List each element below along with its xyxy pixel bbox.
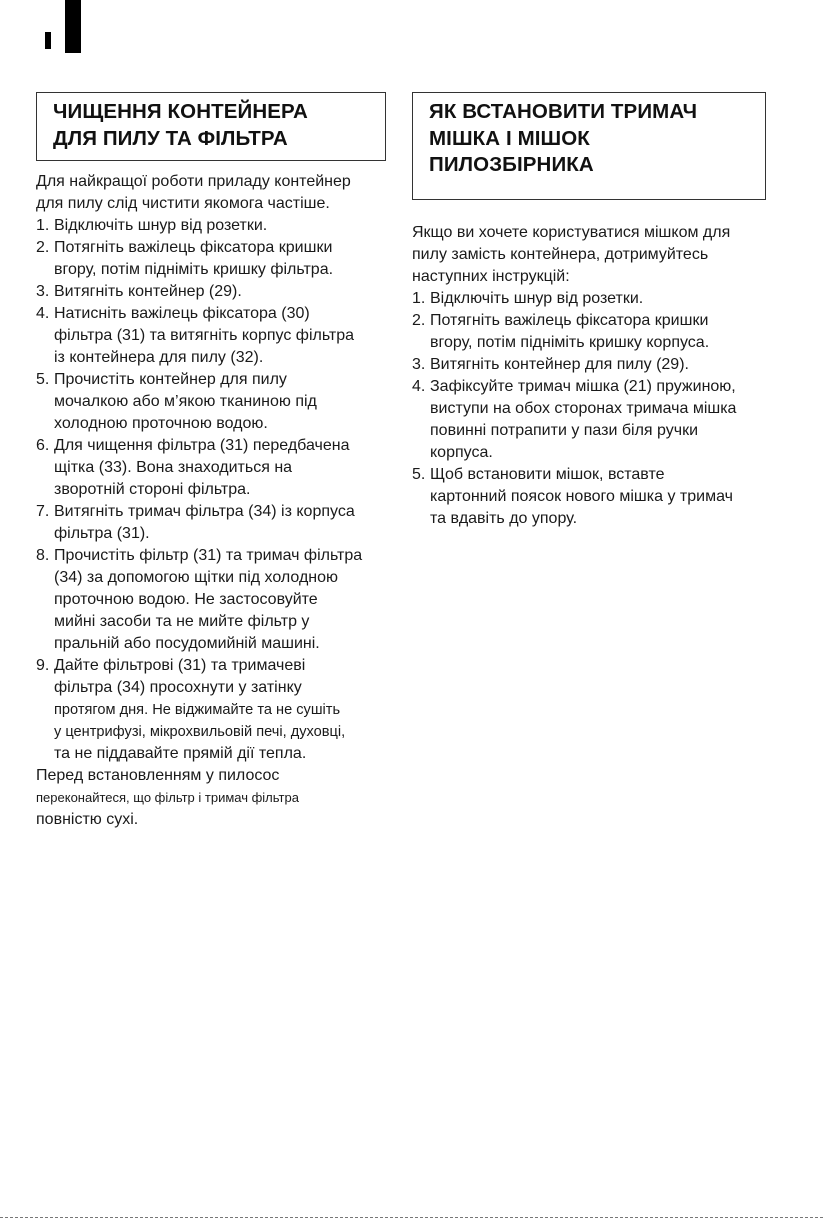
step-text: Витягніть контейнер (29). (54, 283, 242, 300)
step-text: Прочистіть контейнер для пилу (54, 371, 287, 388)
step-text: (34) за допомогою щітки під холодною (54, 569, 339, 586)
step-text: пральній або посудомийній машині. (54, 635, 320, 652)
page-bottom-divider (0, 1217, 823, 1218)
step-number: 5. (412, 466, 426, 483)
section-heading-box (36, 92, 386, 161)
step-number: 3. (412, 356, 426, 373)
step-text: із контейнера для пилу (32). (54, 349, 264, 366)
step-text: вгору, потім підніміть кришку фільтра. (54, 261, 334, 278)
step-text: Витягніть контейнер для пилу (29). (430, 356, 689, 373)
intro-line: наступних інструкцій: (412, 268, 570, 285)
step-text: зворотній стороні фільтра. (54, 481, 251, 498)
instruction-step (412, 354, 782, 376)
instruction-step (36, 655, 396, 765)
step-text: та не піддавайте прямій дії тепла. (54, 745, 307, 762)
heading-line: ДЛЯ ПИЛУ ТА ФІЛЬТРА (53, 126, 288, 150)
instruction-step (36, 281, 396, 303)
intro-line: для пилу слід чистити якомога частіше. (36, 195, 330, 212)
step-text: проточною водою. Не застосовуйте (54, 591, 318, 608)
step-text: фільтра (31) та витягніть корпус фільтра (54, 327, 355, 344)
instruction-list (412, 288, 782, 530)
step-text: Для чищення фільтра (31) передбачена (54, 437, 350, 454)
instruction-step (36, 237, 396, 281)
intro-paragraph (412, 222, 782, 288)
section-heading-box (412, 92, 766, 200)
step-number: 4. (412, 378, 426, 395)
instruction-step (412, 376, 782, 464)
intro-line: Для найкращої роботи приладу контейнер (36, 173, 351, 190)
closing-note (36, 765, 396, 831)
page-tab-bar (65, 0, 81, 53)
instruction-step (36, 303, 396, 369)
step-text: у центрифузі, мікрохвильовій печі, духовці, (54, 724, 346, 740)
step-text: протягом дня. Не віджимайте та не сушіть (54, 702, 341, 718)
step-text: Потягніть важілець фіксатора кришки (430, 312, 709, 329)
instruction-step (36, 545, 396, 655)
closing-line: Перед встановленням у пилосос (36, 767, 280, 784)
instruction-step (36, 215, 396, 237)
instruction-step (412, 288, 782, 310)
heading-line: МІШКА І МІШОК (429, 126, 590, 150)
step-text: фільтра (31). (54, 525, 150, 542)
step-text: корпуса. (430, 444, 493, 461)
step-text: Прочистіть фільтр (31) та тримач фільтра (54, 547, 363, 564)
dust-container-cleaning-section (36, 92, 396, 831)
instruction-step (412, 310, 782, 354)
instruction-step (36, 369, 396, 435)
step-text: картонний поясок нового мішка у тримач (430, 488, 733, 505)
step-text: вгору, потім підніміть кришку корпуса. (430, 334, 710, 351)
dust-bag-install-section (412, 92, 782, 530)
step-text: холодною проточною водою. (54, 415, 268, 432)
step-text: повинні потрапити у пази біля ручки (430, 422, 699, 439)
step-text: щітка (33). Вона знаходиться на (54, 459, 293, 476)
intro-paragraph (36, 171, 396, 215)
step-number: 8. (36, 547, 50, 564)
step-text: мочалкою або м’якою тканиною під (54, 393, 317, 410)
step-text: Щоб встановити мішок, вставте (430, 466, 665, 483)
step-text: Натисніть важілець фіксатора (30) (54, 305, 310, 322)
step-number: 1. (412, 290, 426, 307)
heading-line: ЯК ВСТАНОВИТИ ТРИМАЧ (429, 100, 698, 123)
instruction-list (36, 215, 396, 765)
closing-line: повністю сухі. (36, 811, 139, 828)
step-text: Зафіксуйте тримач мішка (21) пружиною, (430, 378, 736, 395)
step-text: Відключіть шнур від розетки. (54, 217, 268, 234)
instruction-step (36, 501, 396, 545)
step-number: 9. (36, 657, 50, 674)
step-number: 2. (36, 239, 50, 256)
step-number: 5. (36, 371, 50, 388)
intro-line: Якщо ви хочете користуватися мішком для (412, 224, 731, 241)
step-number: 7. (36, 503, 50, 520)
intro-line: пилу замість контейнера, дотримуйтесь (412, 246, 709, 263)
step-text: Потягніть важілець фіксатора кришки (54, 239, 333, 256)
heading-line: ПИЛОЗБІРНИКА (429, 153, 594, 176)
page-marker-bar (45, 32, 51, 49)
step-number: 4. (36, 305, 50, 322)
step-number: 3. (36, 283, 50, 300)
step-text: Дайте фільтрові (31) та тримачеві (54, 657, 306, 674)
instruction-step (412, 464, 782, 530)
step-text: мийні засоби та не мийте фільтр у (54, 613, 310, 630)
step-number: 6. (36, 437, 50, 454)
step-text: та вдавіть до упору. (430, 510, 578, 527)
closing-line: переконайтеся, що фільтр і тримач фільтра (36, 790, 299, 805)
step-text: Відключіть шнур від розетки. (430, 290, 644, 307)
instruction-step (36, 435, 396, 501)
step-text: фільтра (34) просохнути у затінку (54, 679, 302, 696)
step-text: Витягніть тримач фільтра (34) із корпуса (54, 503, 355, 520)
heading-line: ЧИЩЕННЯ КОНТЕЙНЕРА (53, 100, 308, 123)
step-number: 1. (36, 217, 50, 234)
step-text: виступи на обох сторонах тримача мішка (430, 400, 737, 417)
step-number: 2. (412, 312, 426, 329)
